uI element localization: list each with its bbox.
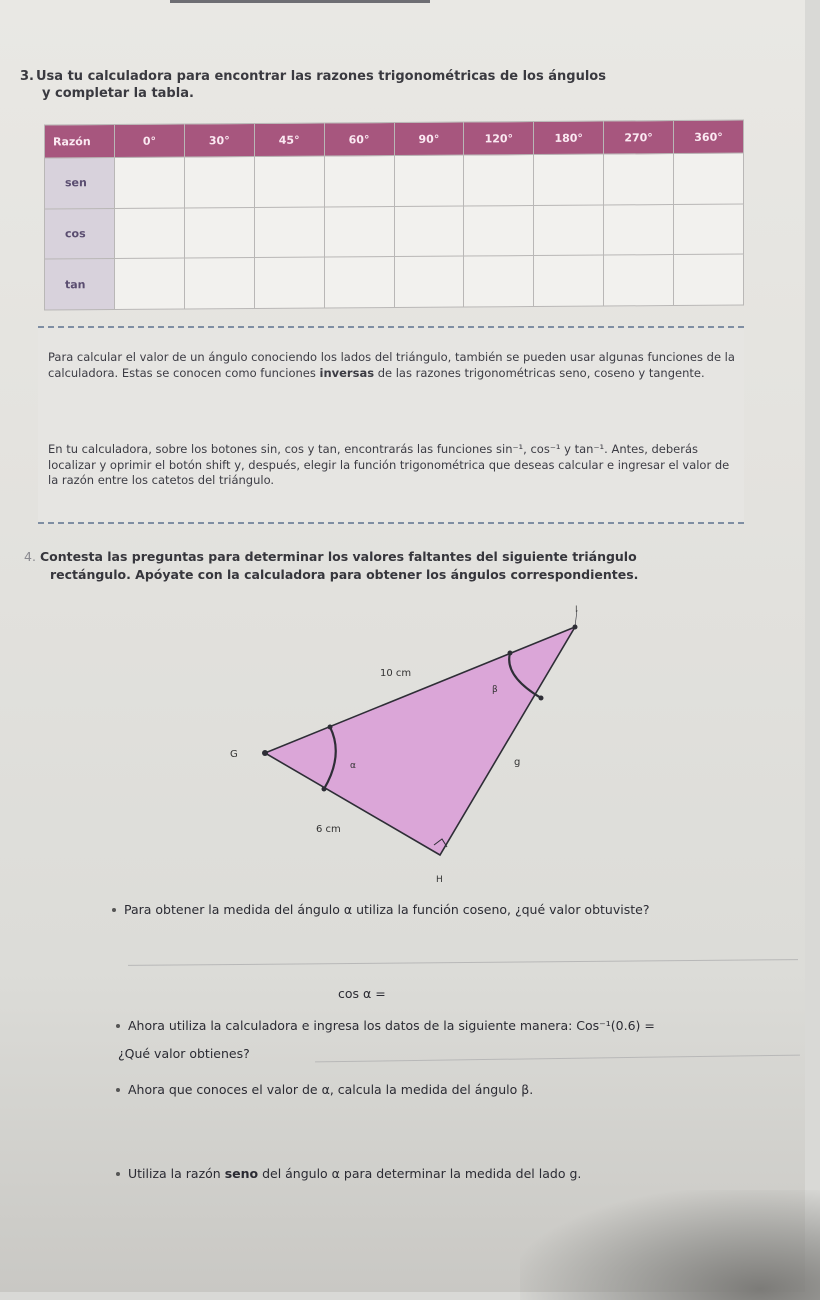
- answer-cell[interactable]: [394, 256, 464, 307]
- answer-cell[interactable]: [534, 154, 604, 205]
- arc-endpoint: [508, 651, 513, 656]
- exercise-4-line1: [24, 548, 784, 566]
- question-2: [116, 1018, 796, 1033]
- answer-cell[interactable]: [674, 204, 744, 255]
- question-4: [116, 1166, 796, 1181]
- info-p1-text: Para calcular el valor de un ángulo conociendo los lados del triángulo, también se pueden usar algunas funciones de la calculadora. Estas se conocen como funciones: [48, 350, 735, 380]
- leg-label: 6 cm: [316, 824, 341, 835]
- bullet-dot: [116, 1024, 120, 1028]
- answer-cell[interactable]: [324, 156, 394, 207]
- exercise-3-instructions: [20, 68, 784, 102]
- header-angle: 45°: [254, 123, 324, 156]
- header-angle: 270°: [604, 121, 674, 154]
- info-p1-bold: inversas: [319, 365, 375, 380]
- top-rule: [170, 0, 430, 3]
- row-label-tan: tan: [45, 259, 115, 310]
- question-1: [112, 902, 792, 917]
- question-2b-text: ¿Qué valor obtienes?: [118, 1046, 250, 1061]
- exercise-4-line1-text: Contesta las preguntas para determinar los valores faltantes del siguiente triángulo: [39, 549, 637, 564]
- bullet-dot: [116, 1088, 120, 1092]
- answer-cell[interactable]: [254, 156, 324, 207]
- answer-cell[interactable]: [115, 208, 185, 259]
- answer-cell[interactable]: [254, 207, 324, 258]
- cos-alpha-equation: cos α =: [338, 986, 386, 1001]
- table-row-sen: [45, 153, 744, 209]
- side-g-label: g: [514, 757, 521, 768]
- answer-cell[interactable]: [324, 206, 394, 257]
- photo-shadow: [520, 1190, 820, 1300]
- answer-cell[interactable]: [604, 255, 674, 306]
- bullet-dot: [112, 908, 116, 912]
- question-3-text: Ahora que conoces el valor de α, calcula la medida del ángulo β.: [128, 1082, 534, 1097]
- info-paragraph-1: [48, 350, 738, 381]
- trig-ratios-table: [44, 120, 744, 311]
- table-row-cos: [45, 204, 744, 260]
- exercise-4-number: 4.: [24, 549, 36, 564]
- arc-endpoint: [322, 787, 327, 792]
- header-angle: 180°: [534, 121, 604, 154]
- answer-cell[interactable]: [464, 205, 534, 256]
- angle-alpha-label: α: [350, 761, 356, 771]
- exercise-4-instructions: [24, 548, 784, 584]
- answer-cell[interactable]: [324, 257, 394, 308]
- arc-endpoint: [328, 725, 333, 730]
- info-paragraph-2: En tu calculadora, sobre los botones sin, cos y tan, encontrarás las funciones sin⁻¹, cos⁻¹ y tan⁻¹. Antes, deberás localizar y oprimir el botón shift y, después, elegir la función trigonométrica que deseas calcular e ingresar el valor de la razón entre los catetos del triángulo.: [48, 442, 730, 487]
- answer-cell[interactable]: [604, 154, 674, 205]
- arc-endpoint: [539, 696, 544, 701]
- answer-cell[interactable]: [394, 155, 464, 206]
- hypotenuse-label: 10 cm: [380, 668, 412, 679]
- question-4-pre: Utiliza la razón: [128, 1166, 225, 1181]
- answer-cell[interactable]: [115, 157, 185, 208]
- answer-cell[interactable]: [115, 258, 185, 309]
- answer-cell[interactable]: [674, 254, 744, 305]
- table-row-tan: [45, 254, 744, 310]
- info-box-top-border: [38, 326, 744, 328]
- right-triangle-figure: [230, 600, 600, 900]
- info-p1-end: de las razones trigonométricas seno, coseno y tangente.: [374, 365, 705, 380]
- answer-cell[interactable]: [464, 155, 534, 206]
- row-label-sen: sen: [45, 157, 115, 208]
- triangle-shape: [265, 627, 575, 855]
- exercise-3-line2: y completar la tabla.: [42, 86, 194, 101]
- exercise-3-line1: Usa tu calculadora para encontrar las razones trigonométricas de los ángulos: [36, 69, 606, 84]
- info-box-bottom-border: [38, 522, 744, 524]
- vertex-g-point: [262, 750, 268, 756]
- vertex-i-point: [573, 625, 578, 630]
- header-angle: 0°: [115, 124, 185, 157]
- row-label-cos: cos: [45, 208, 115, 259]
- header-angle: 60°: [324, 123, 394, 156]
- answer-cell[interactable]: [534, 205, 604, 256]
- answer-cell[interactable]: [254, 257, 324, 308]
- bullet-dot: [116, 1172, 120, 1176]
- question-1-text: Para obtener la medida del ángulo α utiliza la función coseno, ¿qué valor obtuviste?: [124, 902, 650, 917]
- exercise-4-line2: rectángulo. Apóyate con la calculadora para obtener los ángulos correspondientes.: [50, 567, 639, 582]
- table-header-row: [45, 120, 744, 158]
- vertex-i-label: I: [575, 605, 578, 615]
- header-angle: 120°: [464, 122, 534, 155]
- header-razon: Razón: [45, 124, 115, 157]
- answer-cell[interactable]: [674, 153, 744, 204]
- header-angle: 90°: [394, 122, 464, 155]
- vertex-g-label: G: [230, 749, 238, 760]
- answer-cell[interactable]: [464, 256, 534, 307]
- vertex-h-label: H: [436, 875, 443, 885]
- header-angle: 30°: [184, 123, 254, 156]
- answer-cell[interactable]: [184, 156, 254, 207]
- exercise-3-number: 3.: [20, 69, 34, 84]
- question-3: [116, 1082, 796, 1097]
- answer-cell[interactable]: [604, 204, 674, 255]
- answer-cell[interactable]: [184, 258, 254, 309]
- question-4-post: del ángulo α para determinar la medida del lado g.: [258, 1166, 582, 1181]
- answer-cell[interactable]: [394, 206, 464, 257]
- angle-beta-label: β: [492, 685, 498, 695]
- answer-cell[interactable]: [184, 207, 254, 258]
- question-2-text: Ahora utiliza la calculadora e ingresa los datos de la siguiente manera: Cos⁻¹(0.6) =: [128, 1018, 655, 1033]
- header-angle: 360°: [674, 120, 744, 153]
- question-4-bold: seno: [224, 1166, 259, 1181]
- answer-cell[interactable]: [534, 255, 604, 306]
